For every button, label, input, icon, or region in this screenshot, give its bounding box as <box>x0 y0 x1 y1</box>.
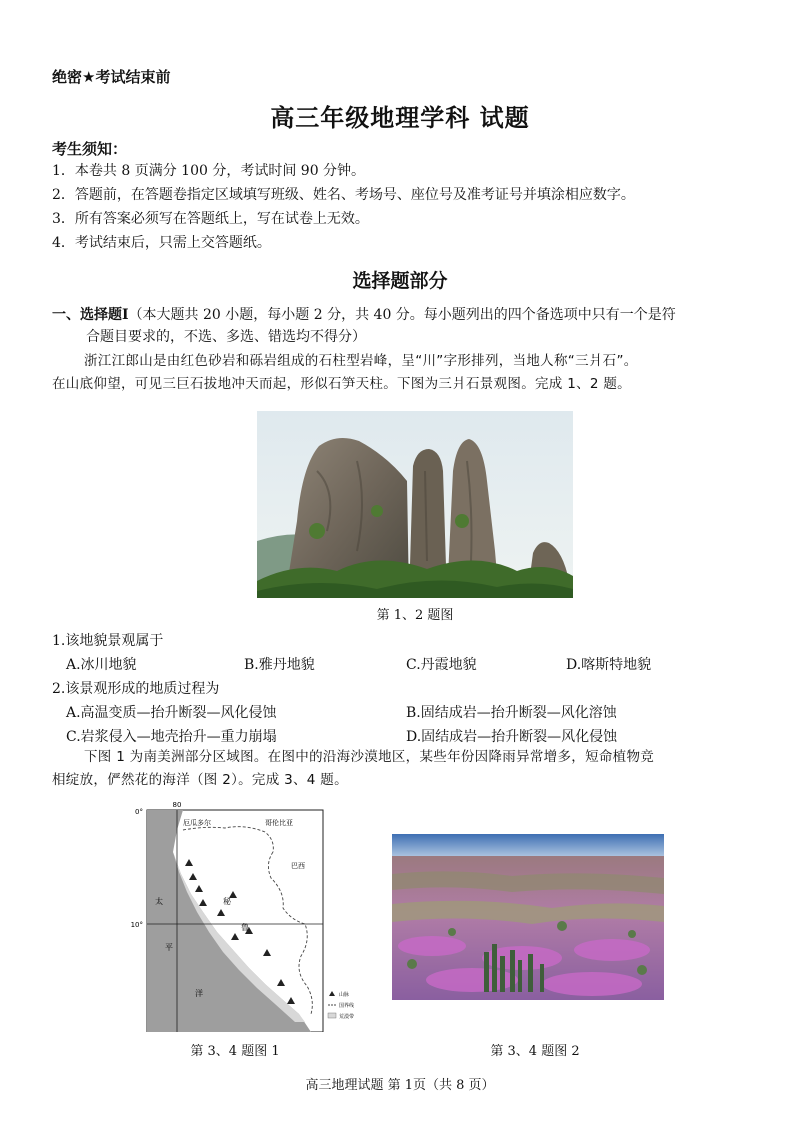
question-1-stem: 1.该地貌景观属于 <box>52 633 164 649</box>
note-item: 1．本卷共 8 页满分 100 分，考试时间 90 分钟。 <box>52 163 366 179</box>
passage-1-line-2: 在山底仰望，可见三巨石拔地冲天而起，形似石笋天柱。下图为三爿石景观图。完成 1、2 题。 <box>52 376 631 392</box>
figure-1-caption: 第 1、2 题图 <box>376 608 454 623</box>
page-title: 高三年级地理学科 试题 <box>270 103 530 132</box>
map-label-colombia: 哥伦比亚 <box>265 819 293 827</box>
map-label-tai: 太 <box>155 897 163 906</box>
rock-pillars-photo <box>257 411 573 598</box>
part-desc-2: 合题目要求的，不选、多选、错选均不得分） <box>86 329 366 345</box>
note-item: 2．答题前，在答题卷指定区域填写班级、姓名、考场号、座位号及准考证号并填涂相应数字。 <box>52 187 635 203</box>
map-legend <box>328 991 354 1020</box>
passage-2 <box>52 746 752 792</box>
q2-option-a: A.高温变质—抬升断裂—风化侵蚀 <box>66 705 277 721</box>
note-item: 4．考试结束后，只需上交答题纸。 <box>52 235 271 251</box>
q2-option-c: C.岩浆侵入—地壳抬升—重力崩塌 <box>66 729 277 745</box>
note-item: 3．所有答案必须写在答题纸上，写在试卷上无效。 <box>52 211 369 227</box>
question-2-stem: 2.该景观形成的地质过程为 <box>52 681 220 697</box>
map-label-ping: 平 <box>165 943 173 952</box>
legend-border: 国界线 <box>339 1003 355 1009</box>
section-title: 选择题部分 <box>352 270 448 292</box>
part-lead: 一、选择题Ⅰ <box>52 307 129 323</box>
notes-heading: 考生须知： <box>52 140 128 158</box>
map-label-yang: 洋 <box>195 989 203 998</box>
q2-option-b: B.固结成岩—抬升断裂—风化溶蚀 <box>406 705 617 721</box>
map-label-brazil: 巴西 <box>291 862 305 870</box>
q1-option-c: C.丹霞地貌 <box>406 657 477 673</box>
figure-2-caption-2: 第 3、4 题图 2 <box>490 1044 580 1059</box>
map-lat-10: 10° <box>130 921 143 929</box>
q1-option-b: B.雅丹地貌 <box>244 657 315 673</box>
flowering-desert-photo <box>392 834 664 1000</box>
confidential-label: 绝密★考试结束前 <box>52 68 171 86</box>
map-lon-label: 80 <box>172 801 182 809</box>
passage-1 <box>52 350 752 396</box>
passage-1-line-1: 浙江江郎山是由红色砂岩和砾岩组成的石柱型岩峰，呈“川”字形排列，当地人称“三爿石”。 <box>84 353 638 369</box>
figure-2-caption-1: 第 3、4 题图 1 <box>190 1044 280 1059</box>
part-desc-1: （本大题共 20 小题，每小题 2 分，共 40 分。每小题列出的四个备选项中只有一个是符 <box>128 307 676 323</box>
map-label-ecuador: 厄瓜多尔 <box>183 819 211 827</box>
q1-option-a: A.冰川地貌 <box>66 657 137 673</box>
passage-2-line-1: 下图 1 为南美洲部分区域图。在图中的沿海沙漠地区，某些年份因降雨异常增多，短命植物竞 <box>84 749 655 765</box>
part-instructions <box>52 304 752 348</box>
south-america-map <box>125 800 355 1032</box>
map-label-bi: 秘 <box>223 897 231 906</box>
map-label-lu: 鲁 <box>241 923 249 932</box>
q1-option-d: D.喀斯特地貌 <box>566 657 652 673</box>
map-lat-0: 0° <box>135 808 143 816</box>
passage-2-line-2: 相绽放，俨然花的海洋（图 2）。完成 3、4 题。 <box>52 772 348 788</box>
page-footer: 高三地理试题 第 1页（共 8 页） <box>305 1078 495 1093</box>
q2-option-d: D.固结成岩—抬升断裂—风化侵蚀 <box>406 729 618 745</box>
legend-mountain: 山脉 <box>339 992 350 998</box>
legend-desert: 荒漠带 <box>339 1014 355 1020</box>
